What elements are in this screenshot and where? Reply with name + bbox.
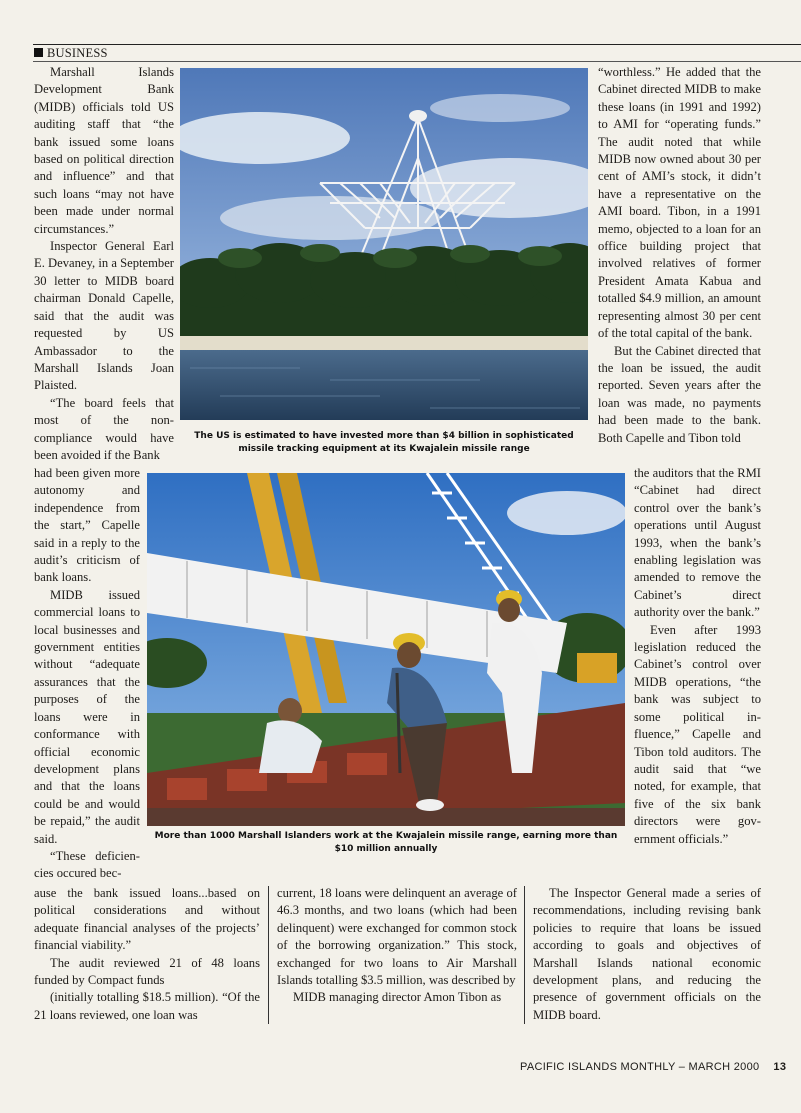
column-3-top [598,64,761,447]
paragraph: the auditors that the RMI “Cabinet had direct control over the bank’s operations until August 1993, when the bank’s enabling legislation was amended to remove the Cabinet’s direct authority over the bank.” [634,466,761,620]
section-label [34,46,108,60]
column-3-middle [634,465,761,848]
paragraph: ause the bank issued loans...based on political considerations and without adequate financial analyses of the projects’ financial viability.” [34,886,260,953]
workers-image [147,473,625,826]
paragraph: Even after 1993 legislation reduced the Cabinet’s control over MIDB operations, “the bank was subject to some political in-fluence,” Capelle and Tibon told auditors. The audit said that “we noted, for example, that five of the six bank directors were gov-ernment officials.” [634,622,761,846]
caption-radar: The US is estimated to have invested more than $4 billion in sophisticated missile tracking equipment at its Kwajalein missile range [194,431,574,454]
paragraph: The Inspector General made a series of recommendations, including revising bank policies to require that loans be issued according to goals and objectives of Marshall Islands national economic development plans, and reducing the presence of government officials on the MIDB board. [533,886,761,1022]
page-footer [520,1061,786,1073]
paragraph: MIDB issued commercial loans to local businesses and government entities without “adequate assurances that the purposes of the loans were in conformance with official economic development plans and that the loans could be and would be repaid,” the audit said. [34,587,140,846]
section-square-icon [34,48,43,57]
paragraph: “worthless.” He added that the Cabinet directed MIDB to make these loans (in 1991 and 1992) to AMI for “operating funds.” The audit noted that while MIDB now owned about 30 per cent of AMI’s stock, it didn’t have a representative on the AMI board. Tibon, in a 1991 memo, objected to a loan for an office building project that involved relatives of former President Amata Kabua and totalled $4.9 million, an amount representing almost 30 per cent of the total capital of the bank. [598,65,761,341]
photo-workers [147,473,625,826]
radar-antenna-image [180,68,588,420]
column-divider-1 [268,886,269,1024]
bottom-column-1 [34,885,260,1024]
paragraph: “The board feels that most of the non-compliance would have been avoided if the Bank [34,395,174,462]
paragraph: The audit reviewed 21 of 48 loans funded by Compact funds [34,955,260,988]
publication-name: PACIFIC ISLANDS MONTHLY – MARCH 2000 [520,1061,760,1073]
column-divider-2 [524,886,525,1024]
paragraph: But the Cabinet directed that the loan be issued, the audit reported. Seven years after the loan was made, no payments had been made to the bank. Both Capelle and Tibon told [598,343,761,445]
caption-workers: More than 1000 Marshall Islanders work at the Kwajalein missile range, earning more than $10 million annually [154,831,618,854]
section-title: BUSINESS [47,46,108,60]
paragraph: had been given more autonomy and independence from the start,” Capelle said in a reply to the audit’s criticism of bank loans. [34,466,140,585]
bottom-column-2 [277,885,517,1007]
paragraph: current, 18 loans were delinquent an average of 46.3 months, and two loans (which had been delinquent) were exchanged for common stock of the borrowing organization.” This stock, exchanged for two loans to Air Marshall Islands totalling $3.5 million, was described by [277,886,517,988]
top-rule [33,44,801,45]
paragraph: Marshall Islands Development Bank (MIDB) officials told US auditing staff that “the bank issued some loans based on political direction and influence” and that such loans “may not have been made under normal circumstances.” [34,65,174,236]
paragraph: Inspector General Earl E. Devaney, in a September 30 letter to MIDB board chairman Donald Capelle, said that the audit was requested by US Ambassador to the Marshall Islands Joan Plaisted. [34,239,174,393]
column-1-top [34,64,174,464]
paragraph: (initially totalling $18.5 million). “Of the 21 loans reviewed, one loan was [34,990,260,1022]
paragraph: “These deficien-cies occured bec- [34,848,140,881]
paragraph: MIDB managing director Amon Tibon as [293,990,502,1005]
section-rule [33,61,801,62]
bottom-column-3 [533,885,761,1024]
page-number: 13 [773,1061,787,1073]
photo-radar-antenna [180,68,588,420]
column-1-middle [34,465,140,883]
